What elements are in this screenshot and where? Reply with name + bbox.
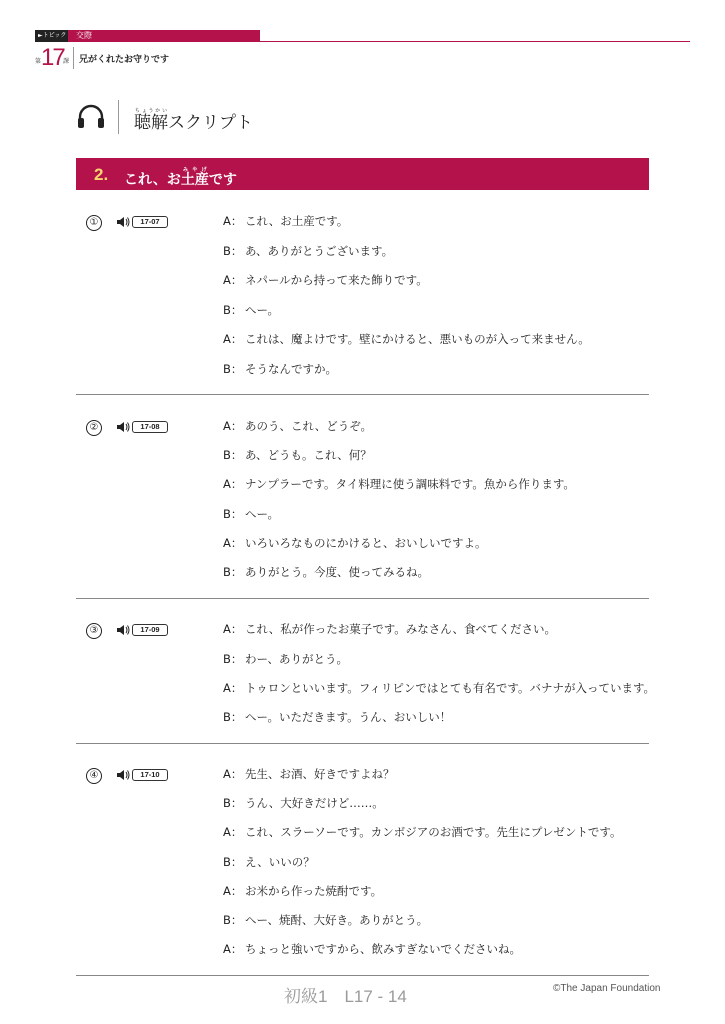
dialogue-line: A： トゥロンといいます。フィリピンではとても有名です。バナナが入っています。 (223, 681, 656, 695)
dialogue-number: ③ (86, 623, 102, 639)
dialogue-separator (76, 394, 649, 395)
exercise-title: これ、お土産みやげです (124, 167, 237, 188)
dialogue-line: A： あのう、これ、どうぞ。 (223, 419, 372, 433)
topic-label: 交際 (68, 30, 260, 42)
dialogue-line: A： いろいろなものにかけると、おいしいですよ。 (223, 536, 487, 550)
speaker-icon (116, 216, 130, 228)
lesson-divider (73, 47, 74, 69)
page-number: 初級1 L17 - 14 (284, 987, 407, 1006)
copyright: ©The Japan Foundation (553, 983, 661, 994)
dialogue-separator (76, 743, 649, 744)
dialogue-line: B： へー。いただきます。うん、おいしい！ (223, 710, 452, 724)
dialogue-line: A： これ、私が作ったお菓子です。みなさん、食べてください。 (223, 622, 556, 636)
dialogue-number: ① (86, 215, 102, 231)
audio-track-label: 17-10 (132, 769, 168, 781)
topic-header (35, 30, 690, 42)
dialogue-line: A： 先生、お酒、好きですよね？ (223, 767, 395, 781)
section-title-rest: スクリプト (168, 113, 253, 133)
dialogue-line: A： お米から作った焼酎です。 (223, 884, 383, 898)
dialogue-line: A： これ、スラーソーです。カンボジアのお酒です。先生にプレゼントです。 (223, 825, 622, 839)
exercise-banner (76, 158, 649, 190)
lesson-number: 17 (41, 44, 64, 71)
dialogue-line: B： あ、どうも。これ、何？ (223, 448, 372, 462)
dialogue-line: A： ちょっと強いですから、飲みすぎないでくださいね。 (223, 942, 521, 956)
speaker-icon (116, 624, 130, 636)
dialogue-line: B： わー、ありがとう。 (223, 652, 349, 666)
dialogue-line: B： へー。 (223, 507, 280, 521)
dialogue-number: ② (86, 420, 102, 436)
lesson-title: 兄がくれたお守りです (79, 55, 170, 65)
dialogue-line: A： ナンプラーです。タイ料理に使う調味料です。魚から作ります。 (223, 477, 575, 491)
dialogue-line: A： ネパールから持って来た飾りです。 (223, 273, 428, 287)
headphones-icon (76, 104, 106, 130)
exercise-number: 2. (94, 165, 109, 184)
section-title (134, 108, 253, 133)
dialogue-separator (76, 598, 649, 599)
dialogue-line: B： ありがとう。今度、使ってみるね。 (223, 565, 429, 579)
dialogue-line: B： うん、大好きだけど……。 (223, 796, 384, 810)
audio-track-label: 17-09 (132, 624, 168, 636)
audio-track-label: 17-07 (132, 216, 168, 228)
dialogue-line: B： あ、ありがとうございます。 (223, 244, 394, 258)
dialogue-line: B： え、いいの？ (223, 855, 315, 869)
header-rule (260, 41, 690, 42)
dialogue-line: B： へー。 (223, 303, 280, 317)
lesson-prefix: 第 (35, 58, 42, 65)
dialogue-line: B： へー、焼酎、大好き。ありがとう。 (223, 913, 429, 927)
dialogue-line: B： そうなんですか。 (223, 362, 337, 376)
speaker-icon (116, 421, 130, 433)
section-divider (118, 100, 119, 134)
dialogue-line: A： これは、魔よけです。壁にかけると、悪いものが入って来ません。 (223, 332, 590, 346)
dialogue-line: A： これ、お土産です。 (223, 214, 349, 228)
lesson-suffix: 課 (63, 58, 70, 65)
dialogue-number: ④ (86, 768, 102, 784)
footer-rule (76, 975, 649, 976)
section-title-kanji: 聴解ちょうかい (134, 108, 168, 133)
speaker-icon (116, 769, 130, 781)
topic-tag: ►トピック (35, 30, 68, 42)
audio-track-label: 17-08 (132, 421, 168, 433)
